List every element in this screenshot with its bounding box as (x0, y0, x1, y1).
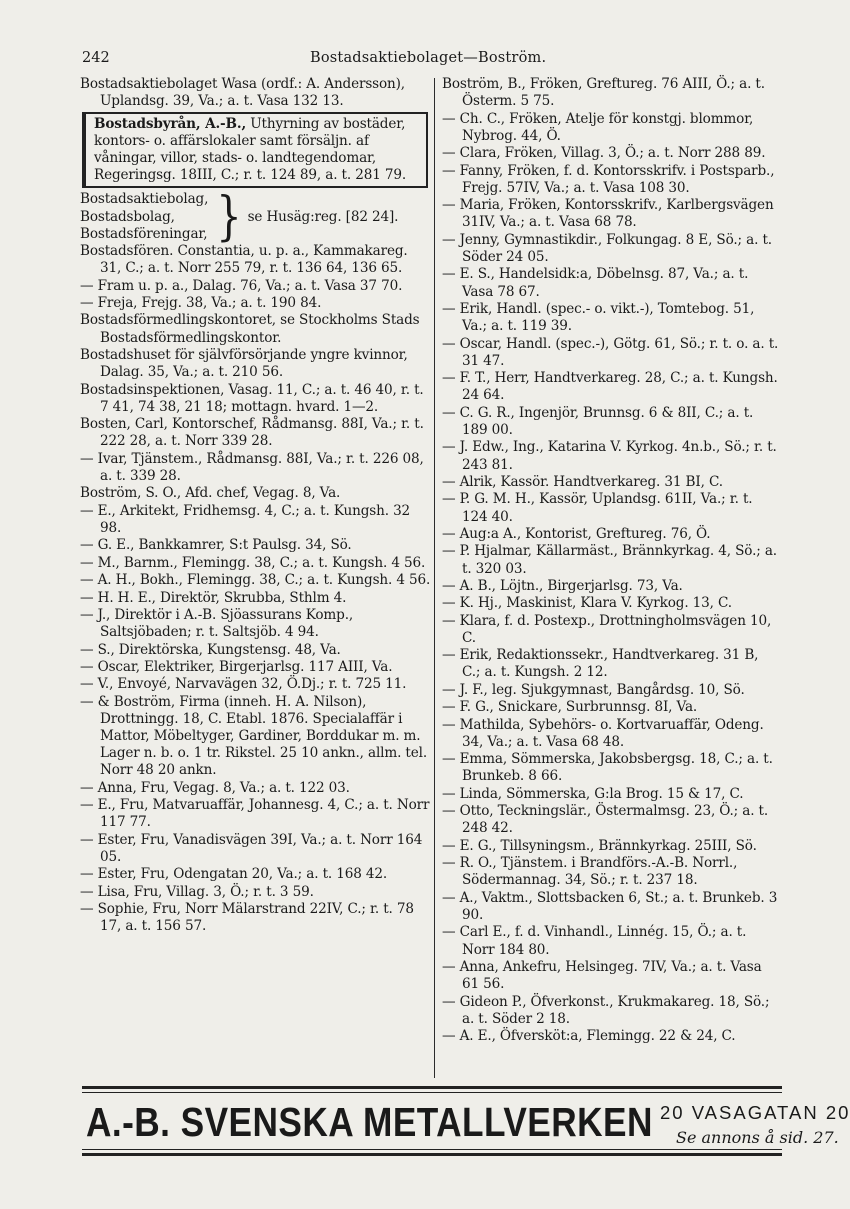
ad-see-also: Se annons å sid. 27. (676, 1128, 839, 1147)
directory-entry: — Ester, Fru, Vanadisvägen 39I, Va.; a. t. Norr 164 05. (80, 831, 423, 866)
boxed-advert-text: Uthyrning av bostäder, kontors- o. affärslokaler samt försäljn. af våningar, villor, stads- o. landtegendomar, Regeringsg. 18III, C.; r. t. 124 89, a. t. 281 79. (94, 116, 407, 184)
bracket-lines (80, 191, 208, 243)
directory-entry: — R. O., Tjänstem. i Brandförs.-A.-B. Norrl., Södermannag. 34, Sö.; r. t. 237 18. (442, 855, 738, 889)
directory-entry: Bosten, Carl, Kontorschef, Rådmansg. 88I, Va.; r. t. 222 28, a. t. Norr 339 28. (80, 416, 424, 450)
directory-entry: — E. G., Tillsyningsm., Brännkyrkag. 25III, Sö. (442, 837, 757, 854)
directory-entry: — Erik, Handl. (spec.- o. vikt.-), Tomtebog. 51, Va.; a. t. 119 39. (442, 300, 755, 335)
right-column (442, 76, 780, 1046)
directory-entry: Bostadsförmedlingskontoret, se Stockholms Stads Bostadsförmedlingskontor. (80, 312, 420, 346)
bracket-target: se Husäg:reg. [82 24]. (247, 208, 399, 225)
directory-entry: — F. G., Snickare, Surbrunnsg. 8I, Va. (442, 699, 698, 716)
directory-entry: — Freja, Frejg. 38, Va.; a. t. 190 84. (80, 295, 322, 311)
directory-entry: — & Boström, Firma (inneh. H. A. Nilson), Drottningg. 18, C. Etabl. 1876. Specialaffär i Mattor, Möbeltyger, Gardiner, Borddukar m. m. Lager n. b. o. 1 tr. Rikstel. 25 10 ankn., allm. tel. Norr 48 20 ankn. (80, 693, 428, 779)
brace-icon: } (216, 187, 242, 248)
directory-entry: — Carl E., f. d. Vinhandl., Linnég. 15, Ö.; a. t. Norr 184 80. (442, 924, 747, 958)
directory-entry: — J., Direktör i A.-B. Sjöassurans Komp., Saltsjöbaden; r. t. Saltsjöb. 4 94. (80, 606, 354, 641)
ad-rule-bottom (82, 1149, 782, 1150)
left-column (80, 76, 432, 936)
directory-entry: — Anna, Ankefru, Helsingeg. 7IV, Va.; a. t. Vasa 61 56. (442, 958, 762, 993)
directory-entry: — A., Vaktm., Slottsbacken 6, St.; a. t. Brunkeb. 3 90. (442, 889, 778, 923)
directory-entry: Bostadsinspektionen, Vasag. 11, C.; a. t. 46 40, r. t. 7 41, 74 38, 21 18; mottagn. hvard. 1—2. (80, 381, 424, 415)
ad-address: 20 VASAGATAN 20 (660, 1102, 850, 1123)
directory-entry: — Sophie, Fru, Norr Mälarstrand 22IV, C.; r. t. 78 17, a. t. 156 57. (80, 901, 414, 935)
directory-entry: — Gideon P., Öfverkonst., Krukmakareg. 18, Sö.; a. t. Söder 2 18. (442, 993, 770, 1027)
running-title: Bostadsaktiebolaget—Boström. (310, 50, 547, 66)
directory-entry: Bostadsfören. Constantia, u. p. a., Kammakareg. 31, C.; a. t. Norr 255 79, r. t. 136 64, 136 65. (80, 243, 408, 277)
directory-entry: — Ester, Fru, Odengatan 20, Va.; a. t. 168 42. (80, 866, 388, 883)
bracket-line: Bostadsbolag, (80, 208, 175, 225)
directory-entry: — S., Direktörska, Kungstensg. 48, Va. (80, 641, 341, 658)
directory-entry: — Fanny, Fröken, f. d. Kontorsskrifv. i Postsparb., Frejg. 57IV, Va.; a. t. Vasa 108 30. (442, 162, 775, 196)
directory-entry: — A. H., Bokh., Flemingg. 38, C.; a. t. Kungsh. 4 56. (80, 572, 431, 589)
bracketed-cross-reference (80, 187, 432, 248)
directory-entry: — E. S., Handelsidk:a, Döbelnsg. 87, Va.; a. t. Vasa 78 67. (442, 266, 749, 300)
directory-entry: — C. G. R., Ingenjör, Brunnsg. 6 & 8II, C.; a. t. 189 00. (442, 404, 754, 438)
directory-entry: — F. T., Herr, Handtverkareg. 28, C.; a. t. Kungsh. 24 64. (442, 370, 778, 404)
directory-entry: — G. E., Bankkamrer, S:t Paulsg. 34, Sö. (80, 537, 352, 554)
directory-entry: — V., Envoyé, Narvavägen 32, Ö.Dj.; r. t. 725 11. (80, 676, 407, 693)
boxed-advert-entry (82, 112, 428, 188)
directory-entry: — P. G. M. H., Kassör, Uplandsg. 61II, Va.; r. t. 124 40. (442, 491, 753, 525)
bracket-line: Bostadsföreningar, (80, 225, 208, 242)
directory-entry: — Anna, Fru, Vegag. 8, Va.; a. t. 122 03. (80, 779, 350, 796)
directory-entry: — M., Barnm., Flemingg. 38, C.; a. t. Kungsh. 4 56. (80, 554, 426, 571)
directory-entry: Boström, B., Fröken, Greftureg. 76 AIII, Ö.; a. t. Österm. 5 75. (442, 76, 765, 110)
directory-entry: — Ivar, Tjänstem., Rådmansg. 88I, Va.; r. t. 226 08, a. t. 339 28. (80, 450, 424, 484)
directory-entry: — E., Fru, Matvaruaffär, Johannesg. 4, C.; a. t. Norr 117 77. (80, 797, 430, 831)
bracket-line: Bostadsaktiebolag, (80, 191, 209, 208)
directory-entry: — J. Edw., Ing., Katarina V. Kyrkog. 4n.b., Sö.; r. t. 243 81. (442, 439, 777, 473)
directory-entry: — Lisa, Fru, Villag. 3, Ö.; r. t. 3 59. (80, 883, 314, 900)
directory-entry: Boström, S. O., Afd. chef, Vegag. 8, Va. (80, 485, 341, 502)
directory-entry: — Emma, Sömmerska, Jakobsbergsg. 18, C.; a. t. Brunkeb. 8 66. (442, 751, 773, 785)
directory-entry: — H. H. E., Direktör, Skrubba, Sthlm 4. (80, 589, 347, 606)
directory-entry: — Linda, Sömmerska, G:la Brog. 15 & 17, C. (442, 785, 744, 802)
directory-entry: — E., Arkitekt, Fridhemsg. 4, C.; a. t. Kungsh. 32 98. (80, 502, 411, 536)
directory-entry: — P. Hjalmar, Källarmäst., Brännkyrkag. 4, Sö.; a. t. 320 03. (442, 543, 777, 577)
page-header (82, 50, 782, 72)
directory-entry: — Clara, Fröken, Villag. 3, Ö.; a. t. Norr 288 89. (442, 145, 766, 162)
ad-company-name: A.-B. SVENSKA METALLVERKEN (86, 1099, 653, 1145)
directory-entry: — Jenny, Gymnastikdir., Folkungag. 8 E, Sö.; a. t. Söder 24 05. (442, 231, 772, 265)
directory-entry: Bostadshuset för självförsörjande yngre kvinnor, Dalag. 35, Va.; a. t. 210 56. (80, 346, 408, 381)
directory-entry: — Aug:a A., Kontorist, Greftureg. 76, Ö. (442, 525, 711, 542)
directory-entry: — Erik, Redaktionssekr., Handtverkareg. 31 B, C.; a. t. Kungsh. 2 12. (442, 647, 759, 681)
ad-rule-top (82, 1092, 782, 1093)
directory-entry: — J. F., leg. Sjukgymnast, Bangårdsg. 10, Sö. (442, 681, 745, 698)
column-divider (434, 78, 435, 1078)
directory-entry: — Oscar, Handl. (spec.-), Götg. 61, Sö.; r. t. o. a. t. 31 47. (442, 335, 779, 369)
directory-entry: — Oscar, Elektriker, Birgerjarlsg. 117 AIII, Va. (80, 658, 393, 675)
directory-entry: — Fram u. p. a., Dalag. 76, Va.; a. t. Vasa 37 70. (80, 277, 403, 294)
directory-entry: — Ch. C., Fröken, Atelje för konstgj. blommor, Nybrog. 44, Ö. (442, 110, 754, 144)
directory-entry: — K. Hj., Maskinist, Klara V. Kyrkog. 13, C. (442, 595, 732, 612)
advertisement-banner (82, 1086, 850, 1156)
directory-entry: — Otto, Teckningslär., Östermalmsg. 23, Ö.; a. t. 248 42. (442, 803, 769, 837)
boxed-advert-name: Bostadsbyrån, A.-B., (94, 116, 247, 133)
directory-entry: Bostadsaktiebolaget Wasa (ordf.: A. Andersson), Uplandsg. 39, Va.; a. t. Vasa 132 13. (80, 76, 405, 110)
directory-entry: — A. E., Öfversköt:a, Flemingg. 22 & 24, C. (442, 1028, 736, 1045)
directory-entry: — Klara, f. d. Postexp., Drottningholmsvägen 10, C. (442, 612, 772, 646)
directory-entry: — A. B., Löjtn., Birgerjarlsg. 73, Va. (442, 577, 683, 594)
directory-entry: — Maria, Fröken, Kontorsskrifv., Karlbergsvägen 31IV, Va.; a. t. Vasa 68 78. (442, 197, 774, 231)
directory-entry: — Alrik, Kassör. Handtverkareg. 31 BI, C. (442, 473, 723, 490)
directory-entry: — Mathilda, Sybehörs- o. Kortvaruaffär, Odeng. 34, Va.; a. t. Vasa 68 48. (442, 716, 764, 750)
page-number: 242 (82, 50, 110, 66)
